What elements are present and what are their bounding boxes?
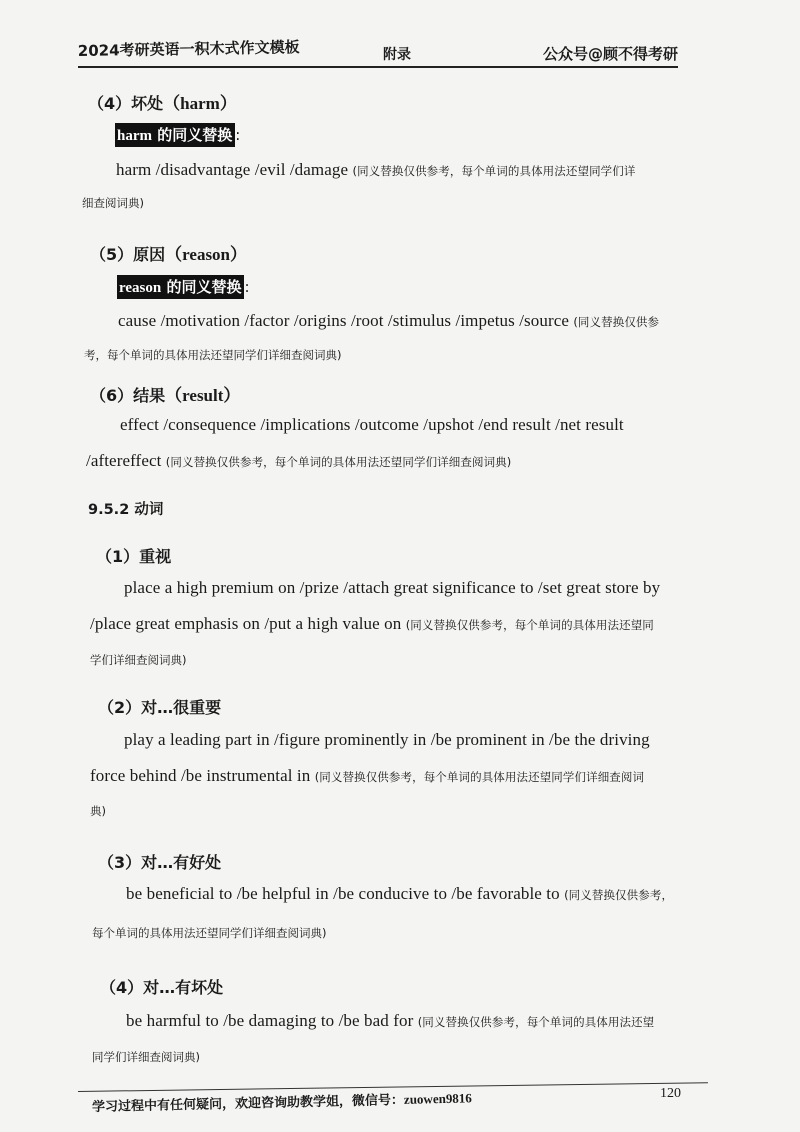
heading-zh: 原因 (133, 245, 166, 264)
page-header (78, 38, 678, 68)
badge-zh: 的同义替换 (161, 278, 242, 296)
verb-4-line1 (126, 1011, 654, 1031)
badge-zh: 的同义替换 (152, 126, 233, 144)
page-number: 120 (660, 1086, 681, 1101)
header-title: 2024考研英语一积木式作文模板 (77, 38, 300, 61)
verb-3-line2: 每个单词的具体用法还望同学们详细查阅词典) (92, 926, 327, 940)
wechat-id: zuowen9816 (403, 1090, 473, 1107)
synonyms-reason-line1 (118, 311, 659, 331)
heading-number: （6） (90, 386, 134, 405)
synonym-badge-harm (115, 123, 240, 147)
heading-number: （4） (88, 94, 132, 113)
verb-2-line2 (90, 766, 644, 786)
synonym-list: /place great emphasis on /put a high value on (90, 614, 406, 633)
header-section: 附录 (383, 47, 411, 63)
verb-1-line2 (90, 614, 654, 634)
verb-3-line1 (126, 884, 673, 904)
heading-verb-4: （4）对…有坏处 (100, 978, 224, 997)
heading-result (90, 381, 240, 406)
header-account: 公众号@顾不得考研 (542, 45, 678, 63)
heading-en: （reason） (165, 245, 248, 264)
reference-note: (同义替换仅供参考，每个单词的具体用法还望同学们详细查阅词典) (165, 455, 512, 469)
heading-zh: 结果 (133, 386, 166, 405)
synonym-list: be beneficial to /be helpful in /be conducive to /be favorable to (126, 884, 565, 903)
verb-1-line1: place a high premium on /prize /attach great significance to /set great store by (124, 578, 661, 597)
footer-text: 学习过程中有任何疑问，欢迎咨询助教学姐，微信号： (91, 1092, 405, 1115)
synonym-list: cause /motivation /factor /origins /root /stimulus /impetus /source (118, 311, 574, 330)
synonym-list: be harmful to /be damaging to /be bad for (126, 1011, 418, 1030)
reference-note: (同义替换仅供参考， (564, 888, 674, 902)
heading-en: （result） (165, 386, 241, 405)
heading-verb-3: （3）对…有好处 (98, 853, 222, 872)
heading-verb-2: （2）对…很重要 (98, 698, 222, 717)
synonyms-result-line2 (86, 451, 511, 471)
footer-contact (92, 1087, 472, 1115)
synonyms-result-line1: effect /consequence /implications /outcome /upshot /end result /net result (120, 415, 624, 434)
badge-en: harm (117, 128, 152, 144)
heading-en: （harm） (163, 94, 237, 113)
heading-verb-1: （1）重视 (96, 547, 172, 566)
synonyms-harm-line2: 细查阅词典) (82, 196, 144, 210)
badge-colon: : (235, 126, 241, 144)
badge-en: reason (119, 280, 162, 296)
verb-2-line3: 典) (90, 804, 106, 818)
synonyms-harm-line1 (116, 160, 635, 180)
verb-4-line2: 同学们详细查阅词典) (92, 1050, 200, 1064)
synonym-list: /aftereffect (86, 451, 166, 470)
reference-note: (同义替换仅供参考，每个单词的具体用法还望同学们详 (352, 164, 636, 178)
badge-colon: : (244, 278, 250, 296)
heading-zh: 坏处 (131, 94, 164, 113)
heading-reason (90, 240, 247, 265)
reference-note: (同义替换仅供参考，每个单词的具体用法还望同 (405, 618, 654, 632)
synonym-list: harm /disadvantage /evil /damage (116, 160, 353, 179)
reference-note: (同义替换仅供参考，每个单词的具体用法还望同学们详细查阅词 (314, 770, 645, 784)
heading-harm (88, 89, 237, 114)
synonyms-reason-line2: 考，每个单词的具体用法还望同学们详细查阅词典) (84, 348, 342, 362)
heading-number: （5） (90, 245, 134, 264)
reference-note: (同义替换仅供参 (573, 315, 660, 329)
verb-2-line1: play a leading part in /figure prominently in /be prominent in /be the driving (124, 730, 650, 749)
synonym-list: force behind /be instrumental in (90, 766, 315, 785)
reference-note: (同义替换仅供参考，每个单词的具体用法还望 (417, 1015, 655, 1029)
verb-1-line3: 学们详细查阅词典) (90, 653, 187, 667)
section-title-verbs: 9.5.2 动词 (88, 502, 164, 518)
synonym-badge-reason (117, 275, 250, 299)
